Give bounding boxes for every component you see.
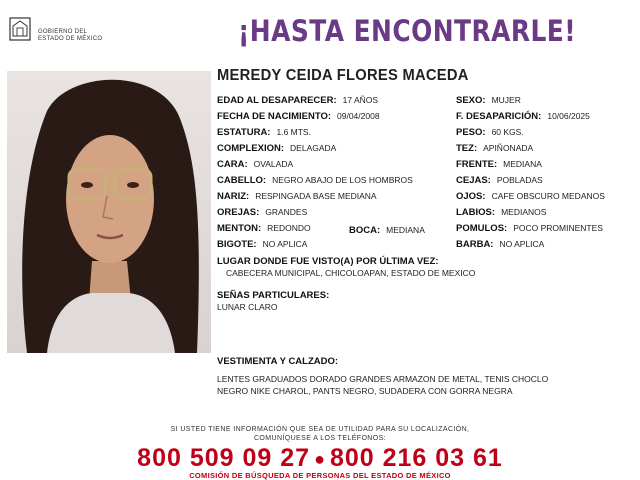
field-value: 1.6 MTS. [276,127,311,137]
last-seen-label: LUGAR DONDE FUE VISTO(A) POR ÚLTIMA VEZ: [217,256,439,267]
field-value: MEDIANA [386,225,425,235]
field-label: CABELLO: [217,175,267,186]
field-value: POCO PROMINENTES [513,223,603,233]
field-disappearance-date [456,111,590,122]
field-label: BARBA: [456,239,494,250]
field-label: LABIOS: [456,207,496,218]
field-forehead [456,159,542,170]
field-label: PESO: [456,127,486,138]
field-value: MEDIANA [503,159,542,169]
field-value: 60 KGS. [491,127,524,137]
field-label: BOCA: [349,225,381,236]
field-label: POMULOS: [456,223,508,234]
field-label: BIGOTE: [217,239,257,250]
field-build [217,143,336,154]
marks-value: LUNAR CLARO [217,302,278,312]
clothing-line-2: NEGRO NIKE CHAROL, PANTS NEGRO, SUDADERA CON GORRA NEGRA [217,386,513,396]
government-logo [8,14,118,50]
separator-dot-icon: ● [314,448,326,469]
field-weight [456,127,524,138]
field-label: F. DESAPARICIÓN: [456,111,542,122]
clothing-line-1: LENTES GRADUADOS DORADO GRANDES ARMAZON DE METAL, TENIS CHOCLO [217,374,549,384]
field-value: NO APLICA [262,239,308,249]
person-name: MEREDY CEIDA FLORES MACEDA [217,67,469,84]
field-age [217,95,378,106]
field-nose [217,191,377,202]
field-label: OJOS: [456,191,486,202]
field-mouth [349,225,425,236]
field-value: 09/04/2008 [337,111,380,121]
missing-person-photo [7,71,211,353]
field-value: APIÑONADA [483,143,534,153]
phone-numbers [0,444,640,473]
field-value: MEDIANOS [501,207,547,217]
field-label: FRENTE: [456,159,498,170]
field-value: NEGRO ABAJO DE LOS HOMBROS [272,175,413,185]
field-hair [217,175,413,186]
field-label: OREJAS: [217,207,260,218]
page-headline: ¡HASTA ENCONTRARLE! [238,14,577,48]
field-sex [456,95,521,106]
field-mustache [217,239,307,250]
field-value: GRANDES [265,207,308,217]
field-eyebrows [456,175,543,186]
field-value: POBLADAS [496,175,543,185]
field-cheekbones [456,223,603,234]
field-lips [456,207,546,218]
field-value: OVALADA [253,159,294,169]
field-value: 10/06/2025 [547,111,590,121]
field-face [217,159,293,170]
phone-number-1[interactable]: 800 509 09 27 [137,444,311,472]
field-label: CEJAS: [456,175,491,186]
footer-note-line-1: SI USTED TIENE INFORMACIÓN QUE SEA DE UTILIDAD PARA SU LOCALIZACIÓN, [170,426,470,433]
field-beard [456,239,544,250]
field-value: 17 AÑOS [342,95,379,105]
footer-note-line-2: COMUNÍQUESE A LOS TELÉFONOS: [253,435,387,442]
field-label: MENTON: [217,223,262,234]
field-value: REDONDO [267,223,311,233]
field-label: ESTATURA: [217,127,271,138]
field-eyes [456,191,605,202]
field-birthdate [217,111,380,122]
commission-name: COMISIÓN DE BÚSQUEDA DE PERSONAS DEL ESTADO DE MÉXICO [189,471,451,480]
government-line-2: ESTADO DE MÉXICO [38,36,103,42]
field-label: COMPLEXION: [217,143,285,154]
phone-number-2[interactable]: 800 216 03 61 [329,444,503,472]
field-complexion [456,143,533,154]
field-label: SEXO: [456,95,486,106]
state-emblem-icon [8,14,32,44]
field-label: CARA: [217,159,248,170]
clothing-label: VESTIMENTA Y CALZADO: [217,356,339,367]
field-value: CAFE OBSCURO MEDANOS [491,191,605,201]
field-value: DELAGADA [290,143,337,153]
field-label: FECHA DE NACIMIENTO: [217,111,331,122]
last-seen-value: CABECERA MUNICIPAL, CHICOLOAPAN, ESTADO DE MEXICO [226,268,476,278]
field-value: RESPINGADA BASE MEDIANA [255,191,377,201]
field-ears [217,207,307,218]
portrait-illustration [7,71,211,353]
field-height [217,127,311,138]
field-label: EDAD AL DESAPARECER: [217,95,337,106]
field-label: NARIZ: [217,191,250,202]
field-label: TEZ: [456,143,478,154]
field-value: MUJER [491,95,521,105]
field-value: NO APLICA [499,239,545,249]
field-chin [217,223,311,234]
government-line-1: GOBIERNO DEL [38,29,88,35]
marks-label: SEÑAS PARTICULARES: [217,290,330,301]
